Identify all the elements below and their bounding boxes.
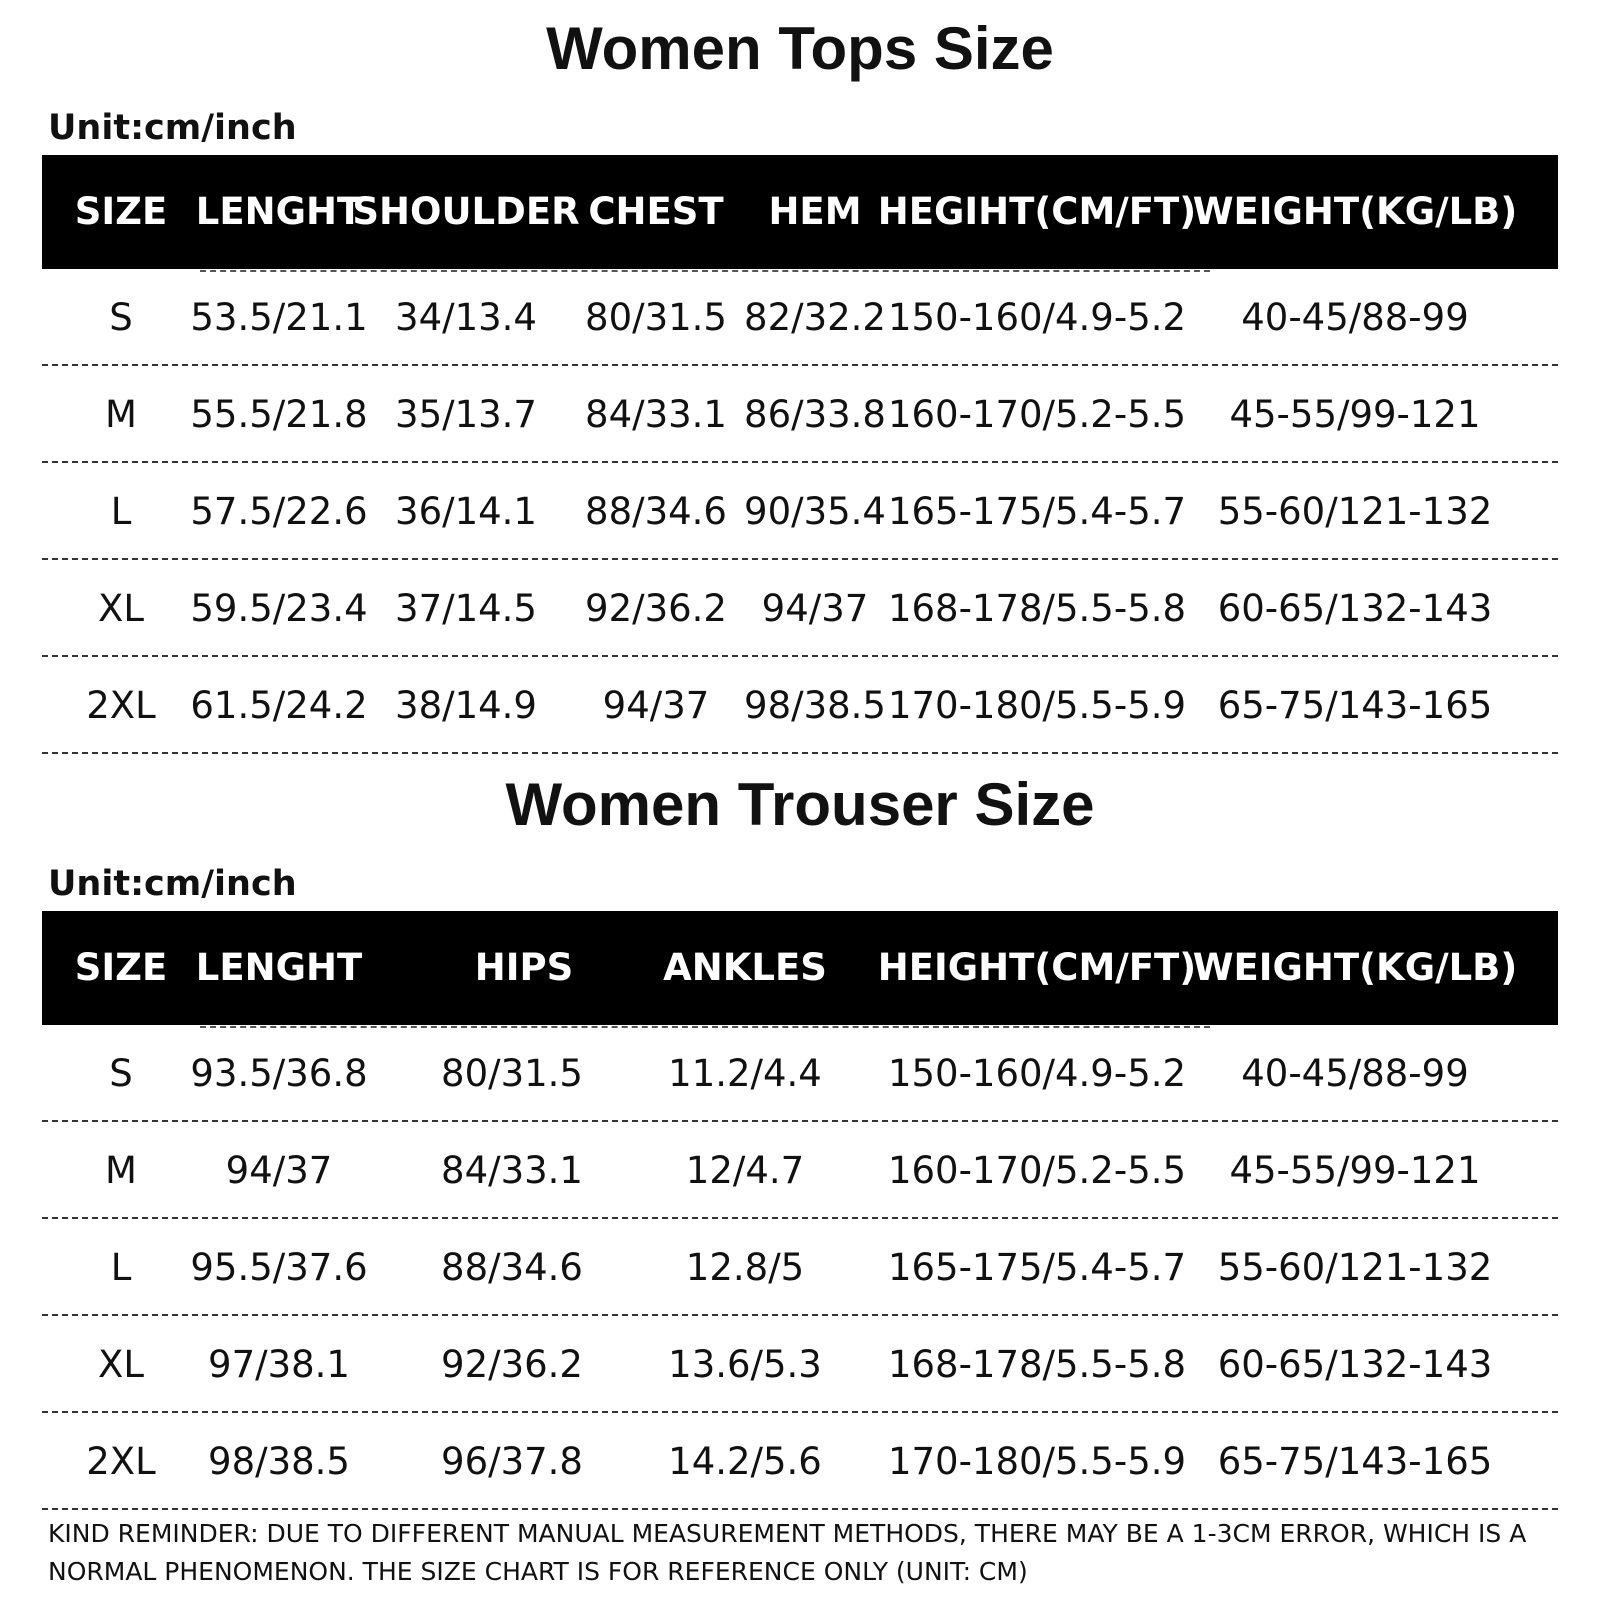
table-cell: 55.5/21.8 [190,393,368,436]
table-cell: 88/34.6 [585,490,727,533]
table-row [42,1122,1558,1219]
table-cell: 60-65/132-143 [1217,1343,1493,1386]
table-cell: 65-75/143-165 [1217,1440,1493,1483]
table-cell: 160-170/5.2-5.5 [887,393,1187,436]
table-cell: 11.2/4.4 [668,1052,822,1095]
trousers-col-height: HEIGHT(CM/FT) [877,946,1197,989]
tops-table-header [42,155,1558,269]
size-cell: XL [98,587,144,630]
table-cell: 14.2/5.6 [668,1440,822,1483]
table-cell: 98/38.5 [744,684,886,727]
table-cell: 82/32.2 [744,296,886,339]
table-cell: 94/37 [225,1149,333,1192]
table-cell: 34/13.4 [395,296,537,339]
tops-title: Women Tops Size [546,15,1054,82]
size-cell: M [105,393,137,436]
tops-col-chest: CHEST [588,190,724,233]
table-cell: 95.5/37.6 [190,1246,368,1289]
table-cell: 92/36.2 [441,1343,583,1386]
table-cell: 90/35.4 [744,490,886,533]
table-row [42,269,1558,366]
trousers-table-header [42,911,1558,1025]
table-row [42,1413,1558,1510]
table-cell: 65-75/143-165 [1217,684,1493,727]
trousers-col-hips: HIPS [474,946,574,989]
table-cell: 150-160/4.9-5.2 [887,1052,1187,1095]
table-cell: 61.5/24.2 [190,684,368,727]
table-cell: 45-55/99-121 [1229,1149,1481,1192]
table-row [42,1219,1558,1316]
trousers-col-weight: WEIGHT(KG/LB) [1192,946,1518,989]
table-cell: 88/34.6 [441,1246,583,1289]
table-cell: 168-178/5.5-5.8 [887,587,1187,630]
size-cell: L [110,1246,132,1289]
size-cell: L [110,490,132,533]
size-cell: M [105,1149,137,1192]
table-cell: 170-180/5.5-5.9 [887,1440,1187,1483]
tops-unit-label: Unit:cm/inch [48,108,297,148]
tops-col-shoulder: SHOULDER [352,190,580,233]
size-cell: S [109,296,133,339]
table-cell: 80/31.5 [585,296,727,339]
table-cell: 45-55/99-121 [1229,393,1481,436]
tops-col-weight: WEIGHT(KG/LB) [1192,190,1518,233]
table-cell: 40-45/88-99 [1241,296,1469,339]
table-cell: 12.8/5 [685,1246,805,1289]
size-cell: 2XL [86,1440,156,1483]
table-cell: 84/33.1 [585,393,727,436]
table-cell: 165-175/5.4-5.7 [887,490,1187,533]
tops-col-hem: HEM [768,190,862,233]
table-cell: 160-170/5.2-5.5 [887,1149,1187,1192]
table-cell: 60-65/132-143 [1217,587,1493,630]
table-cell: 13.6/5.3 [668,1343,822,1386]
table-cell: 93.5/36.8 [190,1052,368,1095]
size-cell: 2XL [86,684,156,727]
table-row [42,366,1558,463]
trousers-col-ankles: ANKLES [663,946,827,989]
table-row [42,657,1558,754]
tops-col-height: HEGIHT(CM/FT) [877,190,1197,233]
trousers-title: Women Trouser Size [505,771,1095,838]
table-row [42,1025,1558,1122]
table-cell: 94/37 [602,684,710,727]
trousers-col-length: LENGHT [195,946,363,989]
size-cell: S [109,1052,133,1095]
table-cell: 38/14.9 [395,684,537,727]
trousers-unit-label: Unit:cm/inch [48,864,297,904]
table-cell: 40-45/88-99 [1241,1052,1469,1095]
kind-reminder-note: KIND REMINDER: DUE TO DIFFERENT MANUAL MEASUREMENT METHODS, THERE MAY BE A 1-3CM ERROR, WHICH IS A NORMAL PHENOMENON. THE SIZE CHART IS FOR REFERENCE ONLY (UNIT: CM) [48,1519,1527,1586]
table-cell: 92/36.2 [585,587,727,630]
table-cell: 55-60/121-132 [1217,1246,1493,1289]
table-cell: 80/31.5 [441,1052,583,1095]
table-cell: 53.5/21.1 [190,296,368,339]
table-cell: 55-60/121-132 [1217,490,1493,533]
table-cell: 36/14.1 [395,490,537,533]
table-cell: 86/33.8 [744,393,886,436]
table-cell: 84/33.1 [441,1149,583,1192]
table-cell: 170-180/5.5-5.9 [887,684,1187,727]
table-cell: 35/13.7 [395,393,537,436]
table-cell: 57.5/22.6 [190,490,368,533]
table-cell: 12/4.7 [685,1149,805,1192]
table-cell: 98/38.5 [208,1440,350,1483]
size-cell: XL [98,1343,144,1386]
table-cell: 97/38.1 [208,1343,350,1386]
table-row [42,560,1558,657]
table-row [42,463,1558,560]
table-cell: 150-160/4.9-5.2 [887,296,1187,339]
table-cell: 168-178/5.5-5.8 [887,1343,1187,1386]
table-cell: 165-175/5.4-5.7 [887,1246,1187,1289]
table-row [42,1316,1558,1413]
tops-col-length: LENGHT [195,190,363,233]
table-cell: 37/14.5 [395,587,537,630]
table-cell: 94/37 [761,587,869,630]
table-cell: 96/37.8 [441,1440,583,1483]
trousers-col-size: SIZE [74,946,168,989]
table-cell: 59.5/23.4 [190,587,368,630]
tops-col-size: SIZE [74,190,168,233]
